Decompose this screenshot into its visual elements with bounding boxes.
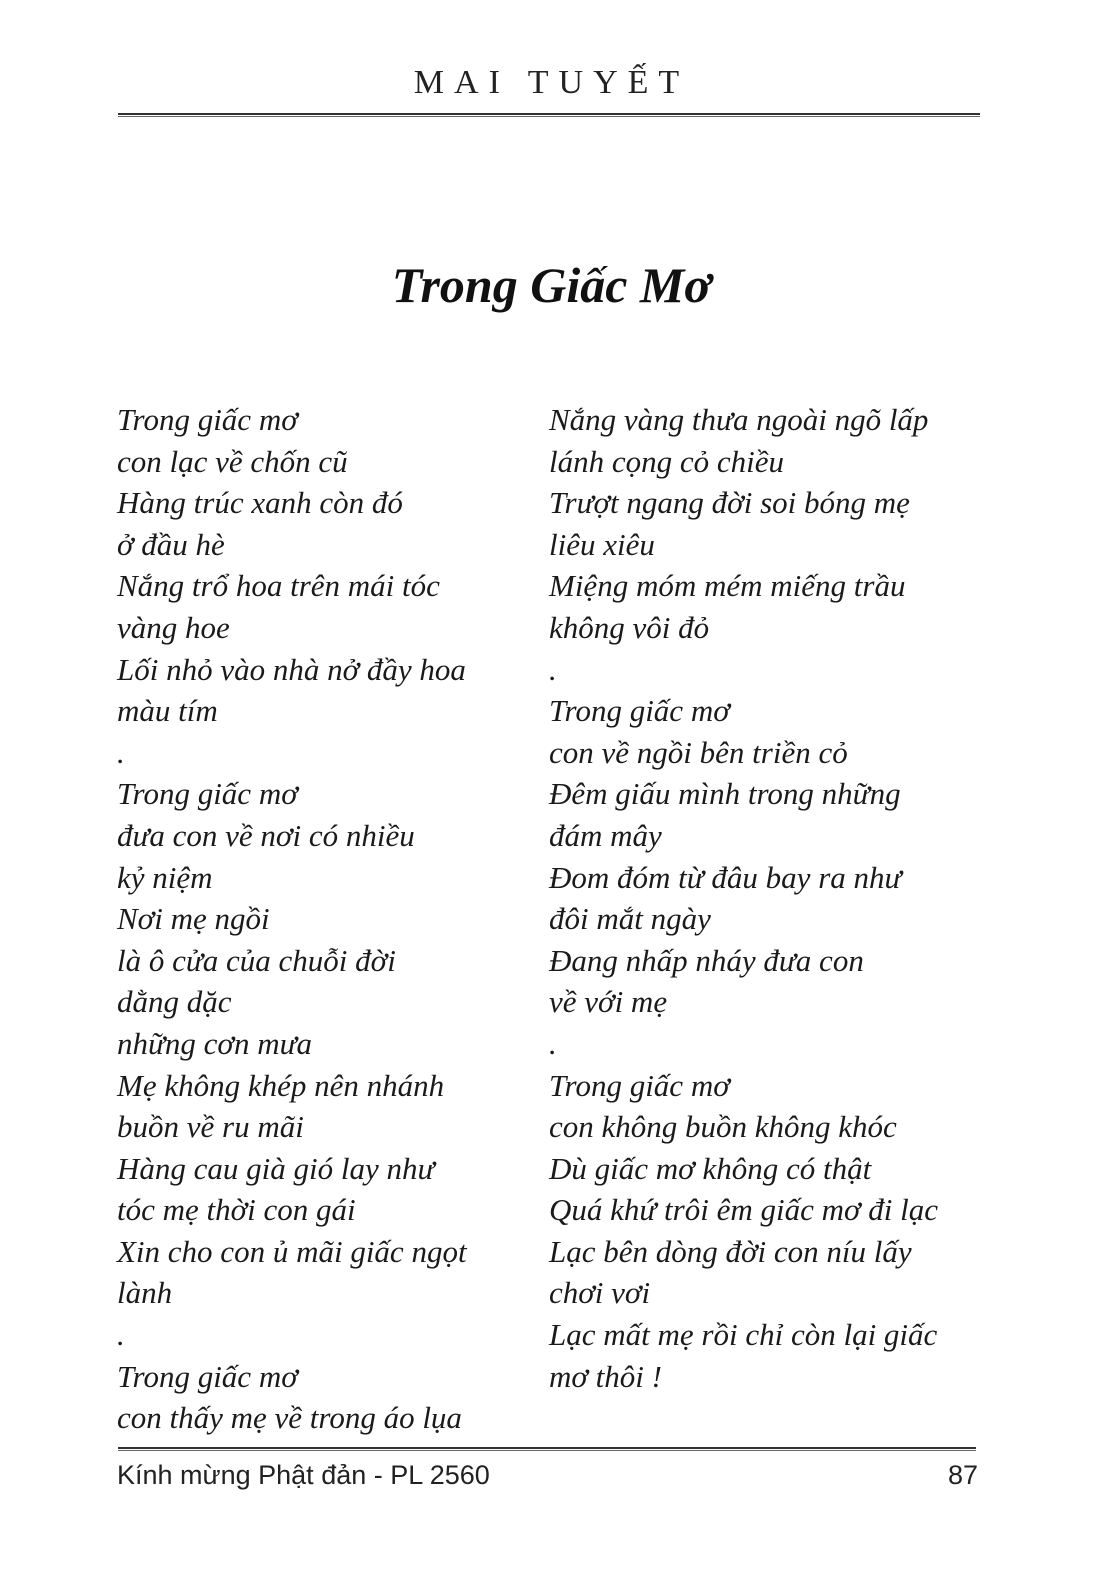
poem-line: Dù giấc mơ không có thật (549, 1150, 872, 1186)
poem-line: Trong giấc mơ (117, 402, 298, 437)
poem-line: đám mây (549, 817, 662, 853)
running-header-author: MAI TUYẾT (413, 64, 690, 101)
poem-line: con không buồn không khóc (549, 1109, 897, 1145)
poem-line: kỷ niệm (117, 859, 213, 895)
header-divider (118, 113, 980, 117)
poem-line: Miệng móm mém miếng trầu (549, 568, 906, 604)
poem-line: Đom đóm từ đâu bay ra như (549, 859, 902, 895)
poem-line: Trong giấc mơ (549, 693, 730, 729)
poem-line: Lạc bên dòng đời con níu lấy (549, 1233, 912, 1269)
poem-line: Hàng trúc xanh còn đó (117, 485, 403, 521)
poem-line: màu tím (117, 693, 218, 729)
poem-column-left (117, 399, 527, 1439)
footer-divider (118, 1447, 976, 1451)
poem-line: về với mẹ (549, 984, 668, 1020)
poem-line: Xin cho con ủ mãi giấc ngọt (117, 1233, 467, 1269)
poem-line: liêu xiêu (549, 526, 655, 562)
poem-line: Quá khứ trôi êm giấc mơ đi lạc (549, 1192, 939, 1228)
poem-line: Mẹ không khép nên nhánh (117, 1067, 445, 1103)
poem-line: . (117, 734, 125, 770)
poem-title: Trong Giấc Mơ (391, 257, 712, 313)
poem-line: Trượt ngang đời soi bóng mẹ (549, 485, 910, 521)
footer-publication: Kính mừng Phật đản - PL 2560 (117, 1460, 490, 1490)
poem-line: Lối nhỏ vào nhà nở đầy hoa (117, 651, 466, 687)
poem-line: lành (117, 1275, 173, 1311)
poem-line: . (549, 1025, 557, 1061)
poem-line: con về ngồi bên triền cỏ (549, 734, 848, 770)
poem-line: là ô cửa của chuỗi đời (117, 942, 396, 978)
poem-line: lánh cọng cỏ chiều (549, 443, 785, 479)
poem-line: chơi vơi (549, 1275, 651, 1311)
poem-line: Đang nhấp nháy đưa con (549, 942, 864, 978)
poem-line: . (549, 651, 557, 687)
poem-line: những cơn mưa (117, 1025, 313, 1061)
poem-line: Đêm giấu mình trong những (549, 776, 901, 812)
poem-line: ở đầu hè (117, 526, 225, 562)
poem-line: mơ thôi ! (549, 1358, 662, 1394)
poem-line: Nắng vàng thưa ngoài ngõ lấp (549, 402, 929, 437)
poem-line: dằng dặc (117, 984, 232, 1020)
poem-line: không vôi đỏ (549, 609, 710, 645)
poem-line: Trong giấc mơ (117, 776, 298, 812)
poem-line: con lạc về chốn cũ (117, 443, 348, 479)
poem-column-right (549, 399, 989, 1397)
poem-line: vàng hoe (117, 609, 230, 645)
poem-line: Trong giấc mơ (117, 1358, 298, 1394)
poem-line: đưa con về nơi có nhiều (117, 817, 415, 853)
poem-line: Hàng cau già gió lay như (117, 1150, 435, 1186)
poem-line: con thấy mẹ về trong áo lụa (117, 1400, 462, 1436)
poem-line: đôi mắt ngày (549, 901, 711, 937)
poem-line: Trong giấc mơ (549, 1067, 730, 1103)
poem-line: tóc mẹ thời con gái (117, 1192, 356, 1228)
page-number: 87 (947, 1460, 978, 1490)
poem-line: Lạc mất mẹ rồi chỉ còn lại giấc (549, 1317, 938, 1353)
poem-line: Nơi mẹ ngồi (117, 901, 270, 937)
poem-line: buồn về ru mãi (117, 1109, 304, 1145)
poem-line: . (117, 1317, 125, 1353)
poem-line: Nắng trổ hoa trên mái tóc (117, 568, 440, 604)
